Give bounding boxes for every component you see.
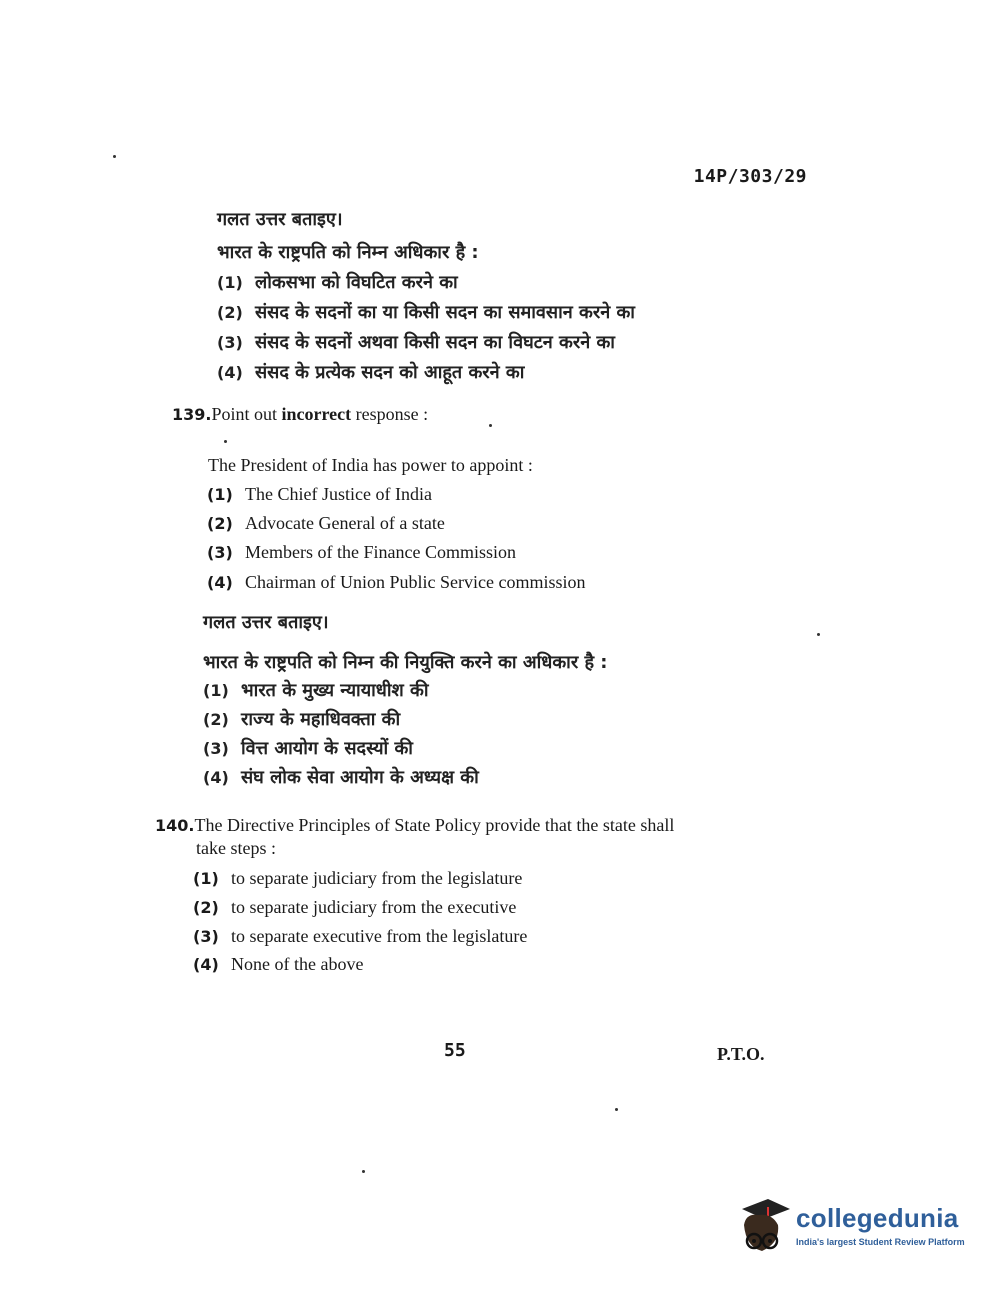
option-text: to separate judiciary from the executive — [231, 897, 517, 917]
prompt-post: response : — [351, 404, 429, 424]
option-text: संसद के सदनों का या किसी सदन का समावसान करने का — [255, 302, 635, 323]
option-number: (2) — [203, 710, 229, 729]
option-text: वित्त आयोग के सदस्यों की — [241, 738, 413, 759]
option-text: None of the above — [231, 954, 364, 974]
paper-code: 14P/303/29 — [693, 166, 807, 187]
q139-option-hi-2 — [203, 707, 400, 731]
q138-option-2 — [217, 300, 635, 324]
q138-option-4 — [217, 360, 524, 384]
q140-option-3 — [193, 926, 527, 947]
scan-speck — [817, 633, 820, 636]
collegedunia-watermark — [734, 1195, 964, 1265]
q139-option-4 — [207, 572, 585, 593]
q139-option-1 — [207, 484, 432, 505]
q139-option-hi-1 — [203, 678, 429, 702]
q138-prompt-hi: गलत उत्तर बताइए। — [217, 209, 343, 230]
option-text: भारत के मुख्य न्यायाधीश की — [241, 680, 429, 701]
q139-option-3 — [207, 542, 516, 563]
scan-speck — [362, 1170, 365, 1173]
option-number: (3) — [203, 739, 229, 758]
option-number: (1) — [193, 869, 219, 888]
option-number: (3) — [217, 333, 243, 352]
option-text: Chairman of Union Public Service commission — [245, 572, 586, 592]
option-number: (3) — [207, 543, 233, 562]
q139-prompt-hi: गलत उत्तर बताइए। — [203, 612, 329, 633]
scan-speck — [615, 1108, 618, 1111]
option-number: (4) — [203, 768, 229, 787]
q139-option-2 — [207, 513, 445, 534]
q140-option-1 — [193, 868, 522, 889]
question-number: 139. — [172, 405, 212, 424]
option-number: (2) — [193, 898, 219, 917]
option-text: संसद के सदनों अथवा किसी सदन का विघटन करने का — [255, 332, 615, 353]
brand-name: collegedunia — [796, 1203, 959, 1233]
option-number: (4) — [207, 573, 233, 592]
q139-stem-hi: भारत के राष्ट्रपति को निम्न की नियुक्ति करने का अधिकार है : — [203, 652, 608, 673]
q140-stem-line-2: take steps : — [196, 838, 276, 858]
option-number: (2) — [217, 303, 243, 322]
q138-option-3 — [217, 330, 615, 354]
option-text: संघ लोक सेवा आयोग के अध्यक्ष की — [241, 767, 479, 788]
q140-option-4 — [193, 954, 363, 975]
q138-option-1 — [217, 270, 458, 294]
option-number: (1) — [203, 681, 229, 700]
option-number: (1) — [217, 273, 243, 292]
prompt-pre: Point out — [211, 404, 282, 424]
q139-option-hi-4 — [203, 765, 479, 789]
option-text: to separate executive from the legislature — [231, 926, 528, 946]
option-text: लोकसभा को विघटित करने का — [255, 272, 458, 293]
mascot-icon — [734, 1195, 794, 1261]
scan-speck — [489, 424, 492, 427]
option-text: The Chief Justice of India — [245, 484, 432, 504]
option-number: (4) — [193, 955, 219, 974]
q140-option-2 — [193, 897, 516, 918]
q139-prompt — [172, 404, 428, 425]
question-number: 140. — [155, 816, 195, 835]
q140-stem-line-1 — [155, 815, 674, 836]
scan-speck — [113, 155, 116, 158]
q139-stem: The President of India has power to appoint : — [208, 455, 533, 475]
option-number: (4) — [217, 363, 243, 382]
q138-stem-hi: भारत के राष्ट्रपति को निम्न अधिकार है : — [217, 242, 479, 263]
option-text: संसद के प्रत्येक सदन को आहूत करने का — [255, 362, 525, 383]
q139-option-hi-3 — [203, 736, 413, 760]
option-text: Members of the Finance Commission — [245, 542, 516, 562]
option-number: (2) — [207, 514, 233, 533]
option-text: Advocate General of a state — [245, 513, 445, 533]
option-text: राज्य के महाधिवक्ता की — [241, 709, 401, 730]
page-number: 55 — [444, 1040, 466, 1061]
scan-speck — [224, 440, 227, 443]
option-number: (1) — [207, 485, 233, 504]
prompt-bold: incorrect — [281, 404, 352, 424]
stem-text: The Directive Principles of State Policy provide that the state shall — [194, 815, 675, 835]
option-number: (3) — [193, 927, 219, 946]
brand-tagline: India's largest Student Review Platform — [796, 1237, 965, 1247]
option-text: to separate judiciary from the legislature — [231, 868, 523, 888]
pto-label: P.T.O. — [717, 1044, 765, 1064]
